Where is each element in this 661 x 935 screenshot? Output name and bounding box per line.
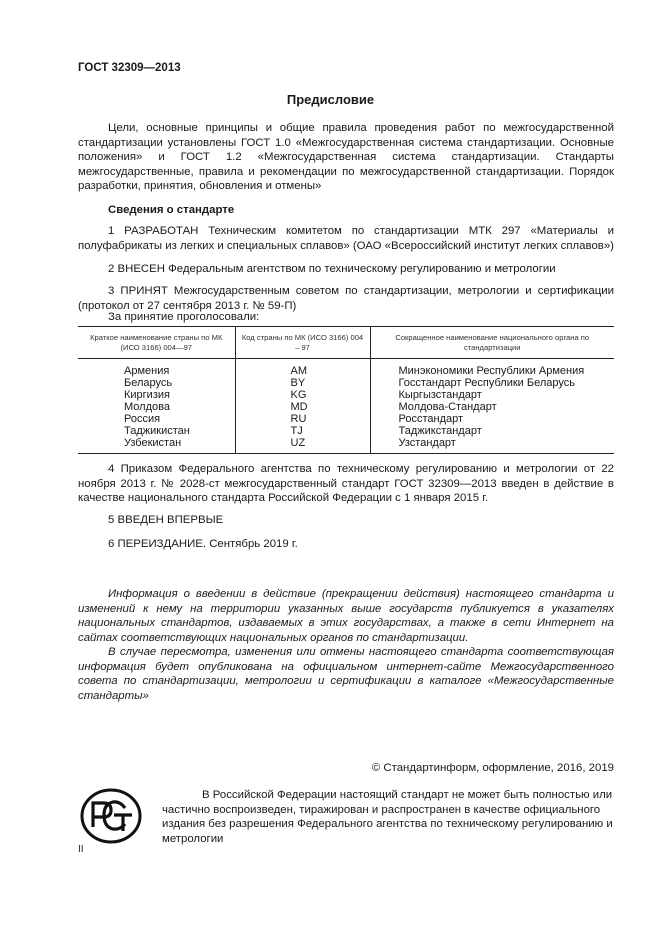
reproduction-rights-notice: В Российской Федерации настоящий стандарт не может быть полностью или частично воспроизведен, тиражирован и распространен в качестве официального издания без разрешения Федерального агентства по техническому регулированию и метрологии bbox=[162, 789, 613, 845]
standards-body: Минэкономики Республики Армения bbox=[370, 359, 614, 378]
info-heading: Сведения о стандарте bbox=[108, 204, 235, 216]
item-1-developed: 1 РАЗРАБОТАН Техническим комитетом по стандартизации МТК 297 «Материалы и полуфабрикаты из легких и специальных сплавов» (ОАО «Всероссийский институт легких сплавов») bbox=[78, 225, 614, 252]
item-5-introduced: 5 ВВЕДЕН ВПЕРВЫЕ bbox=[108, 514, 224, 526]
table-row bbox=[78, 359, 614, 378]
item-3-adopted: 3 ПРИНЯТ Межгосударственным советом по стандартизации, метрологии и сертификации (протокол от 27 сентября 2013 г. № 59-П) bbox=[78, 285, 614, 312]
country-name: Таджикистан bbox=[124, 425, 190, 437]
item-4-order: 4 Приказом Федерального агентства по техническому регулированию и метрологии от 22 ноября 2013 г. № 2028-ст межгосударственный стандарт ГОСТ 32309—2013 введен в действие в качестве национального стандарта Российской Федерации с 1 января 2015 г. bbox=[78, 463, 614, 505]
table-row bbox=[78, 425, 614, 437]
standards-body: Госстандарт Республики Беларусь bbox=[370, 377, 614, 389]
copyright: © Стандартинформ, оформление, 2016, 2019 bbox=[371, 762, 614, 774]
country-name: Молдова bbox=[124, 401, 170, 413]
intro-paragraph: Цели, основные принципы и общие правила проведения работ по межгосударственной стандартизации установлены ГОСТ 1.0 «Межгосударственная система стандартизации. Основные положения» и ГОСТ 1.2 «Межгосударственная система стандартизации. Стандарты межгосударственные, правила и рекомендации по межгосударственной стандартизации. Порядок разработки, принятия, обновления и отмены» bbox=[78, 122, 614, 193]
page-title: Предисловие bbox=[286, 92, 375, 107]
standards-body: Росстандарт bbox=[370, 413, 614, 425]
standards-body: Кыргызстандарт bbox=[370, 389, 614, 401]
table-row bbox=[78, 413, 614, 425]
country-name: Узбекистан bbox=[78, 437, 235, 454]
notice-introduction-info: Информация о введении в действие (прекращении действия) настоящего стандарта и изменений к нему на территории указанных выше государств публикуется в указателях национальных стандартов, издаваемых в этих государствах, а также в сети Интернет на сайтах соответствующих национальных органов по стандартизации. bbox=[78, 588, 614, 644]
country-code: BY bbox=[235, 377, 370, 389]
page-number: II bbox=[78, 844, 84, 855]
notice-revision-info: В случае пересмотра, изменения или отмены настоящего стандарта соответствующая информация будет опубликована на официальном интернет-сайте Межгосударственного совета по стандартизации, метрологии и сертификации в каталоге «Межгосударственные стандарты» bbox=[78, 646, 614, 702]
country-name: Киргизия bbox=[124, 389, 170, 401]
document-code: ГОСТ 32309—2013 bbox=[78, 62, 181, 74]
standards-body: Узстандарт bbox=[370, 437, 614, 454]
table-row bbox=[78, 377, 614, 389]
voting-states-table bbox=[78, 326, 614, 454]
standards-body: Молдова-Стандарт bbox=[370, 401, 614, 413]
country-name: Беларусь bbox=[124, 377, 173, 389]
item-2-submitted: 2 ВНЕСЕН Федеральным агентством по техническому регулированию и метрологии bbox=[108, 263, 556, 275]
country-code: KG bbox=[235, 389, 370, 401]
header-standards-body: Сокращенное наименование национального органа по стандартизации bbox=[370, 327, 614, 359]
header-country-name: Краткое наименование страны по МК (ИСО 3166) 004—97 bbox=[78, 327, 235, 359]
country-name: Армения bbox=[124, 365, 170, 377]
country-code: AM bbox=[235, 359, 370, 378]
standards-body: Таджикстандарт bbox=[370, 425, 614, 437]
table-row bbox=[78, 389, 614, 401]
pct-certification-mark-icon bbox=[80, 787, 142, 845]
table-row bbox=[78, 437, 614, 454]
item-6-reissue: 6 ПЕРЕИЗДАНИЕ. Сентябрь 2019 г. bbox=[108, 538, 298, 550]
voting-label: За принятие проголосовали: bbox=[108, 311, 260, 323]
table-header-row bbox=[78, 327, 614, 359]
country-name: Россия bbox=[124, 413, 161, 425]
country-code: TJ bbox=[235, 425, 370, 437]
header-country-code: Код страны по МК (ИСО 3166) 004 – 97 bbox=[235, 327, 370, 359]
table-row bbox=[78, 401, 614, 413]
country-code: MD bbox=[235, 401, 370, 413]
country-code: UZ bbox=[235, 437, 370, 454]
country-code: RU bbox=[235, 413, 370, 425]
